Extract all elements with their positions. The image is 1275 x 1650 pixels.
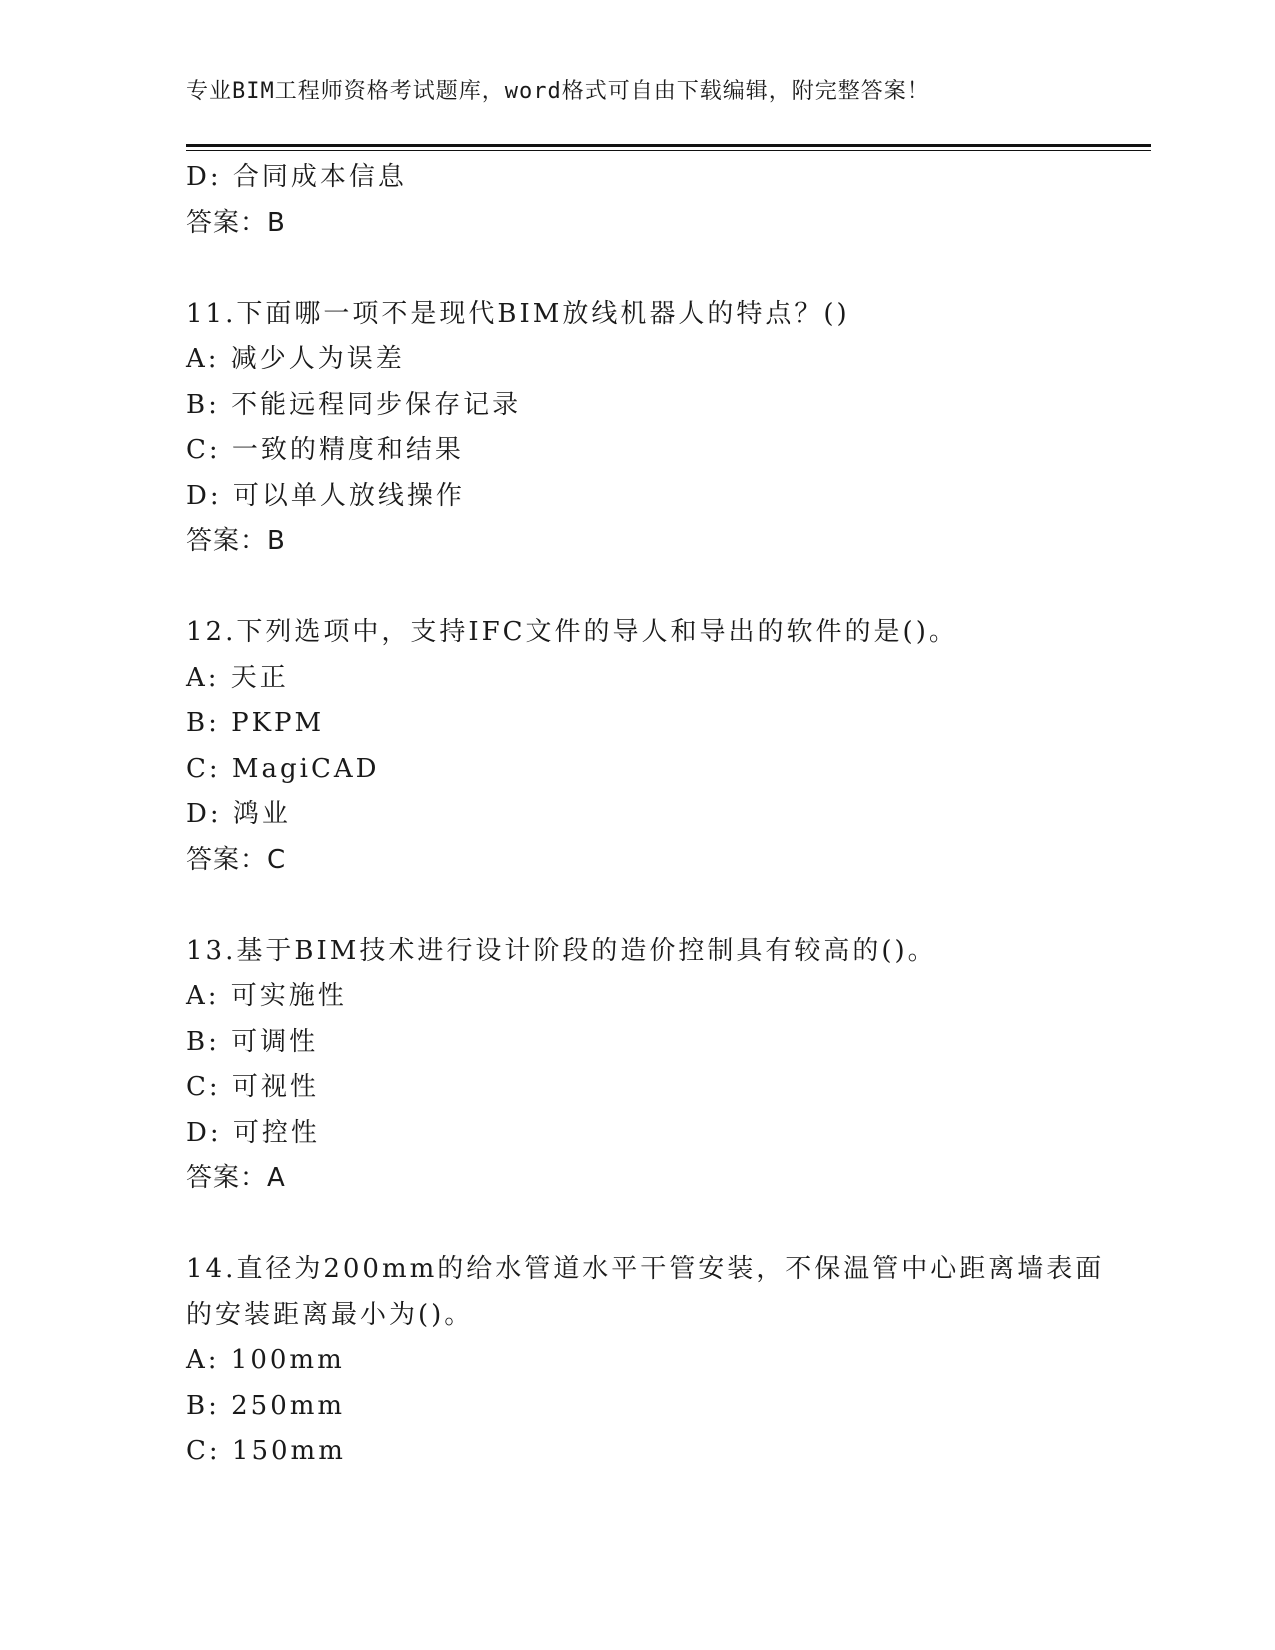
spacer	[186, 883, 1086, 929]
header-rule-thick	[186, 144, 1151, 147]
option-a: A: 100mm	[186, 1345, 345, 1375]
question-block-12	[186, 610, 1086, 883]
option-d: D: 合同成本信息	[186, 162, 407, 192]
option-a: A: 天正	[186, 662, 289, 693]
option-d: D: 可以单人放线操作	[186, 480, 465, 511]
option-a: A: 减少人为误差	[186, 344, 405, 374]
option-a: A: 可实施性	[186, 981, 347, 1011]
spacer	[186, 1202, 1086, 1248]
option-b: B: 可调性	[186, 1026, 319, 1057]
option-c: C: MagiCAD	[186, 753, 380, 784]
page-header: 专业BIM工程师资格考试题库，word格式可自由下载编辑，附完整答案！	[186, 79, 930, 104]
question-text-line-2: 的安装距离最小为()。	[186, 1299, 474, 1330]
option-b: B: 不能远程同步保存记录	[186, 389, 522, 420]
answer-line: 答案：B	[186, 207, 286, 238]
option-b: B: 250mm	[186, 1390, 346, 1421]
option-c: C: 可视性	[186, 1072, 319, 1102]
question-text: 13.基于BIM技术进行设计阶段的造价控制具有较高的()。	[186, 935, 937, 966]
answer-line: 答案：B	[186, 526, 286, 556]
question-block-14	[186, 1247, 1105, 1475]
question-list	[186, 155, 1105, 1475]
option-d: D: 可控性	[186, 1117, 320, 1148]
option-c: C: 150mm	[186, 1436, 346, 1466]
question-text-line-1: 14.直径为200mm的给水管道水平干管安装，不保温管中心距离墙表面	[186, 1254, 1105, 1284]
header-rule-thin	[186, 150, 1151, 151]
question-block-11	[186, 292, 1086, 565]
spacer	[186, 565, 1086, 611]
question-text: 11.下面哪一项不是现代BIM放线机器人的特点？()	[186, 298, 850, 329]
question-text: 12.下列选项中，支持IFC文件的导人和导出的软件的是()。	[186, 617, 958, 647]
answer-line: 答案：A	[186, 1163, 286, 1193]
option-d: D: 鸿业	[186, 799, 291, 829]
option-c: C: 一致的精度和结果	[186, 435, 464, 465]
question-block-13	[186, 929, 1086, 1202]
answer-line: 答案：C	[186, 844, 287, 875]
option-b: B: PKPM	[186, 708, 325, 738]
spacer	[186, 246, 1086, 292]
